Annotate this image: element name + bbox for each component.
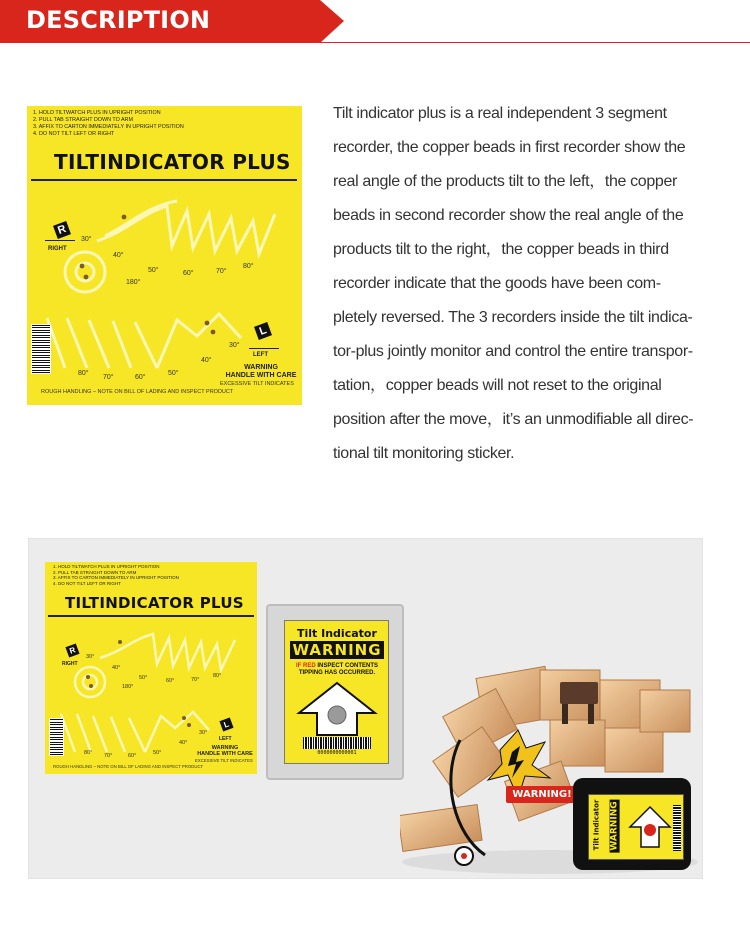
tilt-note: EXCESSIVE TILT INDICATES (195, 758, 253, 763)
warning-text (223, 364, 299, 380)
angle-label: 60° (183, 270, 194, 277)
angle-label: 70° (103, 374, 114, 381)
tilt-note: ROUGH HANDLING – NOTE ON BILL OF LADING AND INSPECT PRODUCT (41, 389, 234, 395)
tilt-instruction-line: TIPPING HAS OCCURRED. (298, 670, 376, 676)
left-tag: L (219, 717, 233, 731)
sticker-barcode (31, 324, 51, 374)
up-arrow-icon (625, 803, 675, 853)
right-label: RIGHT (62, 661, 78, 667)
right-tag: R (53, 221, 71, 239)
angle-label: 50° (168, 370, 179, 377)
description-line: recorder indicate that the goods have been com- (333, 275, 661, 292)
tilt-recorder-channels (27, 106, 302, 405)
angle-label: 50° (139, 675, 148, 681)
warning-line: HANDLE WITH CARE (225, 372, 297, 379)
tiltindicator-plus-sticker-small (45, 562, 257, 774)
closeup-title: Tilt Indicator (592, 799, 601, 851)
instruction-step: 1. HOLD TILTWATCH PLUS IN UPRIGHT POSITION (33, 110, 161, 116)
instruction-step: 3. AFFIX TO CARTON IMMEDIATELY IN UPRIGHT POSITION (53, 575, 179, 580)
warning-line: HANDLE WITH CARE (197, 751, 253, 757)
left-tag-rule (249, 348, 279, 349)
tilt-instruction-red: IF RED (295, 663, 316, 669)
tilt-indicator-instructions (289, 663, 385, 677)
tilt-instruction-rest: INSPECT CONTENTS (315, 663, 378, 669)
instruction-step: 2. PULL TAB STRAIGHT DOWN TO ARM (33, 117, 133, 123)
closeup-barcode (673, 805, 681, 851)
tilt-recorder-channels (45, 562, 257, 774)
warning-text (195, 745, 255, 757)
description-line: tional tilt monitoring sticker. (333, 445, 515, 462)
sticker-barcode (49, 718, 64, 756)
instruction-step: 3. AFFIX TO CARTON IMMEDIATELY IN UPRIGHT POSITION (33, 124, 184, 130)
tilt-indicator-barcode (303, 737, 371, 749)
description-line: products tilt to the right，the copper beads in third (333, 241, 669, 258)
angle-label: 40° (179, 740, 188, 746)
angle-label: 80° (243, 263, 254, 270)
tilt-note: ROUGH HANDLING – NOTE ON BILL OF LADING AND INSPECT PRODUCT (53, 764, 204, 769)
closeup-warning: WARNING (609, 801, 620, 851)
tilt-indicator-closeup (588, 794, 684, 860)
angle-label: 70° (216, 268, 227, 275)
right-label: RIGHT (48, 246, 67, 252)
instruction-step: 4. DO NOT TILT LEFT OR RIGHT (53, 580, 121, 586)
angle-label: 40° (112, 665, 121, 671)
angle-label: 180° (122, 684, 134, 690)
angle-label: 70° (104, 753, 113, 759)
angle-label: 60° (166, 678, 175, 684)
section-title: DESCRIPTION (26, 6, 211, 34)
angle-label: 80° (84, 750, 93, 756)
angle-label: 50° (148, 267, 159, 274)
angle-label: 180° (126, 279, 141, 286)
warning-line: WARNING (244, 364, 278, 371)
sticker-title: TILTINDICATOR PLUS (54, 150, 291, 174)
warning-line: WARNING (211, 745, 239, 751)
tilt-indicator-barcode-number: 0000000000001 (317, 750, 357, 756)
description-line: pletely reversed. The 3 recorders inside the tilt indica- (333, 309, 693, 326)
tilt-note: EXCESSIVE TILT INDICATES (220, 381, 294, 387)
warning-banner: WARNING! (506, 786, 578, 803)
description-text (333, 97, 713, 471)
angle-label: 60° (128, 753, 137, 759)
up-arrow-icon (285, 679, 390, 739)
angle-label: 80° (78, 370, 89, 377)
left-label: LEFT (219, 736, 232, 742)
left-tag: L (254, 322, 272, 340)
tilt-instruction-line (289, 663, 385, 670)
angle-label: 50° (153, 750, 162, 756)
instruction-step: 4. DO NOT TILT LEFT OR RIGHT (33, 131, 115, 137)
description-line: beads in second recorder show the real angle of the (333, 207, 684, 224)
description-line: Tilt indicator plus is a real independent 3 segment (333, 105, 667, 122)
angle-label: 30° (81, 236, 92, 243)
tiltindicator-plus-sticker (27, 106, 302, 405)
tilt-indicator-warning: WARNING (290, 641, 384, 659)
tilt-indicator-card (284, 620, 389, 764)
angle-label: 70° (191, 677, 200, 683)
instruction-step: 2. PULL TAB STRAIGHT DOWN TO ARM (53, 569, 137, 575)
angle-label: 30° (229, 342, 240, 349)
left-label: LEFT (253, 352, 268, 358)
angle-label: 60° (135, 374, 146, 381)
angle-label: 80° (213, 673, 222, 679)
description-line: recorder, the copper beads in first recorder show the (333, 139, 686, 156)
angle-label: 30° (199, 730, 208, 736)
right-tag: R (65, 643, 79, 657)
description-line: tor-plus jointly monitor and control the entire transpor- (333, 343, 693, 360)
tilt-indicator-title: Tilt Indicator (297, 627, 377, 640)
right-tag-rule (45, 240, 75, 241)
description-line: tation，copper beads will not reset to the original (333, 377, 662, 394)
description-line: real angle of the products tilt to the left，the copper (333, 173, 677, 190)
angle-label: 40° (201, 357, 212, 364)
description-line: position after the move，it’s an unmodifiable all direc- (333, 411, 694, 428)
sticker-title: TILTINDICATOR PLUS (65, 594, 244, 612)
angle-label: 40° (113, 252, 124, 259)
angle-label: 30° (86, 654, 95, 660)
instruction-step: 1. HOLD TILTWATCH PLUS IN UPRIGHT POSITION (53, 564, 160, 569)
